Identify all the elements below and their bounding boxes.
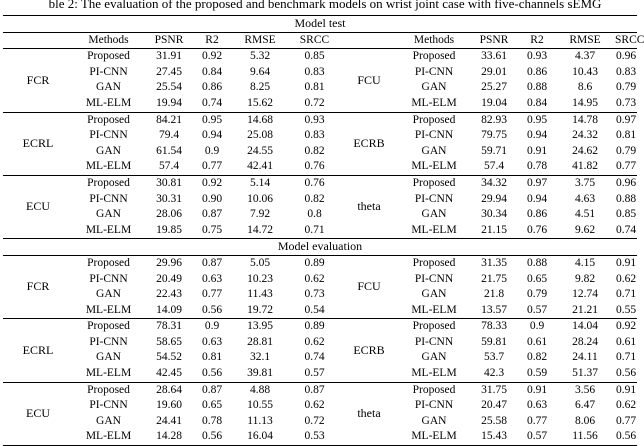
table-cell: 0.72 (290, 96, 339, 112)
table-cell: 0.73 (615, 96, 637, 112)
table-cell: 0.89 (304, 320, 325, 333)
group-label-right: theta (339, 382, 399, 445)
section-title: Model test (3, 16, 637, 33)
table-cell: 54.52 (156, 351, 182, 364)
table-cell: 0.95 (526, 113, 548, 126)
table-row (3, 49, 637, 65)
table-row (3, 429, 637, 445)
table-cell: 24.11 (572, 351, 598, 364)
table-row (3, 335, 637, 351)
column-header: R2 (519, 32, 555, 49)
table-cell: 0.76 (290, 159, 339, 175)
table-row (3, 112, 637, 128)
table-caption (0, 0, 640, 14)
table-cell: 33.61 (481, 50, 507, 63)
table-cell: 19.85 (144, 223, 194, 239)
table-cell: 0.78 (519, 159, 555, 175)
table-cell: GAN (421, 208, 447, 221)
table-cell: 0.93 (304, 113, 325, 126)
column-header: R2 (194, 32, 230, 49)
table-cell: 28.81 (247, 335, 273, 348)
table-cell: ML-ELM (73, 159, 144, 175)
table-cell: 0.9 (204, 144, 220, 157)
results-table (3, 15, 644, 446)
table-row (3, 350, 637, 366)
table-cell: 0.62 (304, 399, 325, 412)
table-cell: 0.77 (526, 414, 548, 427)
table-cell: 24.41 (156, 414, 182, 427)
table-cell: 24.55 (247, 144, 273, 157)
table-cell: 0.74 (304, 351, 325, 364)
table-cell: 29.96 (156, 256, 182, 269)
table-cell: 0.78 (201, 414, 223, 427)
table-cell: 0.81 (304, 81, 325, 94)
table-cell: 0.65 (526, 272, 548, 285)
table-cell: 14.04 (572, 320, 598, 333)
table-row (3, 272, 637, 288)
table-cell: 0.71 (615, 351, 637, 364)
table-cell: 0.86 (526, 208, 548, 221)
table-cell: 20.47 (481, 399, 507, 412)
group-label-right: theta (339, 175, 399, 238)
table-cell: GAN (421, 81, 447, 94)
table-row (3, 366, 637, 382)
table-cell: 15.43 (469, 429, 519, 445)
table-cell: 0.82 (526, 351, 548, 364)
table-cell: 0.87 (201, 208, 223, 221)
table-cell: 0.8 (307, 208, 322, 221)
table-cell: 0.77 (194, 159, 230, 175)
table-cell: 0.88 (526, 256, 548, 269)
table-cell: 0.83 (304, 65, 325, 78)
table-cell: 25.58 (481, 414, 507, 427)
column-header: PSNR (144, 32, 194, 49)
column-header: RMSE (230, 32, 290, 49)
table-cell: 0.56 (615, 366, 637, 382)
table-cell: GAN (96, 288, 121, 301)
table-cell: 0.61 (615, 335, 637, 348)
table-cell: 5.14 (249, 176, 271, 189)
table-row (3, 414, 637, 430)
table-cell: 25.54 (156, 81, 182, 94)
table-cell: 0.91 (526, 144, 548, 157)
table-cell: 0.62 (615, 399, 637, 412)
table-cell: 5.05 (249, 256, 271, 269)
table-cell: 0.55 (615, 303, 637, 319)
table-cell: 0.73 (304, 288, 325, 301)
table-cell: ML-ELM (73, 303, 144, 319)
table-cell: 0.91 (526, 383, 548, 396)
table-cell: 0.92 (201, 176, 223, 189)
table-cell: 14.78 (572, 113, 598, 126)
table-cell: 0.56 (194, 303, 230, 319)
table-cell: 19.72 (230, 303, 290, 319)
group-label-left: ECU (3, 382, 73, 445)
table-cell: 0.77 (615, 414, 637, 427)
table-cell: PI-CNN (414, 335, 454, 348)
header-row (3, 32, 637, 49)
table-cell: Proposed (412, 383, 456, 396)
table-cell: 0.62 (304, 335, 325, 348)
table-cell: PI-CNN (89, 192, 128, 205)
table-cell: ML-ELM (399, 303, 469, 319)
table-row (3, 287, 637, 303)
table-cell: 0.57 (290, 366, 339, 382)
table-cell: 10.55 (247, 399, 273, 412)
table-row (3, 319, 637, 335)
table-cell: 53.7 (483, 351, 505, 364)
table-cell: 51.37 (555, 366, 615, 382)
table-cell: ML-ELM (399, 366, 469, 382)
table-cell: 0.97 (615, 113, 637, 126)
table-cell: ML-ELM (73, 223, 144, 239)
table-cell: GAN (96, 351, 121, 364)
table-cell: 8.6 (577, 81, 593, 94)
table-cell: 42.3 (469, 366, 519, 382)
table-row (3, 398, 637, 414)
table-cell: 42.41 (230, 159, 290, 175)
section-title-row (3, 16, 637, 33)
table-cell: PI-CNN (414, 399, 454, 412)
table-cell: 14.28 (144, 429, 194, 445)
table-cell: 0.56 (194, 366, 230, 382)
table-row (3, 175, 637, 191)
table-row (3, 144, 637, 160)
table-cell: 15.62 (230, 96, 290, 112)
table-cell: 0.71 (290, 223, 339, 239)
table-cell: ML-ELM (73, 96, 144, 112)
table-cell: 59.81 (481, 335, 507, 348)
table-cell: 4.37 (574, 50, 596, 63)
table-cell: 0.92 (615, 320, 637, 333)
group-label-left: FCR (3, 49, 73, 112)
column-header: Methods (73, 32, 144, 49)
table-cell: 25.27 (481, 81, 507, 94)
table-cell: 6.47 (574, 399, 596, 412)
table-cell: 3.56 (574, 383, 596, 396)
table-cell: 0.63 (201, 335, 223, 348)
table-cell: 82.93 (481, 113, 507, 126)
group-label-right: ECRB (339, 319, 399, 382)
table-cell: 0.77 (615, 159, 637, 175)
table-row (3, 128, 637, 144)
table-cell: 0.88 (615, 192, 637, 205)
table-row (3, 159, 637, 175)
table-cell: 10.06 (247, 192, 273, 205)
table-cell: 21.15 (469, 223, 519, 239)
table-cell: 0.56 (615, 429, 637, 445)
table-cell: 79.75 (481, 129, 507, 142)
table-cell: 28.64 (156, 383, 182, 396)
table-cell: 0.86 (526, 65, 548, 78)
table-cell: PI-CNN (89, 65, 128, 78)
table-cell: 0.91 (615, 256, 637, 269)
table-cell: 14.95 (555, 96, 615, 112)
table-cell: ML-ELM (399, 96, 469, 112)
group-label-right: ECRB (339, 112, 399, 175)
table-cell: 0.53 (290, 429, 339, 445)
table-cell: Proposed (87, 256, 130, 269)
table-cell: 0.92 (201, 50, 223, 63)
group-label-left: ECU (3, 175, 73, 238)
table-cell: 5.32 (249, 50, 271, 63)
table-cell: ML-ELM (399, 159, 469, 175)
table-cell: 0.91 (615, 383, 637, 396)
table-cell: 11.43 (247, 288, 273, 301)
table-cell: PI-CNN (89, 335, 128, 348)
section-title-row (3, 239, 637, 256)
table-cell: 84.21 (156, 113, 182, 126)
table-cell: 0.76 (519, 223, 555, 239)
table-cell: 0.86 (201, 81, 223, 94)
table-cell: 0.74 (615, 223, 637, 239)
table-cell: 0.85 (304, 50, 325, 63)
table-row (3, 192, 637, 208)
table-cell: Proposed (412, 256, 456, 269)
table-cell: 28.24 (572, 335, 598, 348)
table-cell: 24.32 (572, 129, 598, 142)
group-label-left: ECRL (3, 112, 73, 175)
table-cell: ML-ELM (399, 223, 469, 239)
table-cell: 61.54 (156, 144, 182, 157)
table-cell: 19.94 (144, 96, 194, 112)
table-cell: 0.9 (204, 320, 220, 333)
table-cell: GAN (421, 144, 447, 157)
table-cell: Proposed (412, 50, 456, 63)
table-cell: 79.4 (158, 129, 180, 142)
table-cell: 16.04 (230, 429, 290, 445)
table-cell: 9.62 (555, 223, 615, 239)
table-cell: 0.81 (615, 129, 637, 142)
table-cell: 24.62 (572, 144, 598, 157)
table-cell: 0.97 (526, 176, 548, 189)
table-cell: 14.72 (230, 223, 290, 239)
table-cell: 0.77 (201, 288, 223, 301)
table-cell: 14.09 (144, 303, 194, 319)
table-cell: 42.45 (144, 366, 194, 382)
table-cell: 57.4 (469, 159, 519, 175)
table-cell: 0.79 (615, 144, 637, 157)
table-cell: PI-CNN (414, 65, 454, 78)
table-cell: 30.31 (156, 192, 182, 205)
table-cell: 29.01 (481, 65, 507, 78)
table-cell: 14.68 (247, 113, 273, 126)
table-cell: 0.61 (526, 335, 548, 348)
table-cell: PI-CNN (414, 192, 454, 205)
table-cell: ML-ELM (73, 366, 144, 382)
table-cell: 58.65 (156, 335, 182, 348)
table-cell: 59.71 (481, 144, 507, 157)
table-cell: GAN (96, 81, 121, 94)
table-cell: ML-ELM (73, 429, 144, 445)
table-row (3, 207, 637, 223)
table-cell: 27.45 (156, 65, 182, 78)
table-cell: 0.74 (194, 96, 230, 112)
table-row (3, 96, 637, 112)
table-cell: GAN (96, 414, 121, 427)
table-cell: ML-ELM (399, 429, 469, 445)
table-cell: PI-CNN (89, 129, 128, 142)
table-cell: 8.06 (574, 414, 596, 427)
table-cell: 31.91 (156, 50, 182, 63)
column-header: RMSE (555, 32, 615, 49)
column-header: PSNR (469, 32, 519, 49)
table-cell: 0.87 (304, 383, 325, 396)
table-row (3, 382, 637, 398)
table-cell: 0.63 (526, 399, 548, 412)
header-blank-right (339, 32, 399, 49)
table-cell: 0.54 (290, 303, 339, 319)
section-title: Model evaluation (3, 239, 637, 256)
table-cell: 21.75 (481, 272, 507, 285)
table-cell: 19.60 (156, 399, 182, 412)
table-cell: 0.56 (194, 429, 230, 445)
table-cell: Proposed (87, 113, 130, 126)
table-cell: 21.8 (483, 288, 505, 301)
table-cell: 78.31 (156, 320, 182, 333)
table-cell: 30.81 (156, 176, 182, 189)
group-label-left: FCR (3, 255, 73, 318)
table-cell: 11.56 (555, 429, 615, 445)
group-label-left: ECRL (3, 319, 73, 382)
table-cell: GAN (96, 144, 121, 157)
table-cell: 3.75 (574, 176, 596, 189)
table-cell: 0.82 (304, 192, 325, 205)
table-cell: Proposed (87, 50, 130, 63)
table-cell: 0.94 (526, 192, 548, 205)
table-cell: 4.51 (574, 208, 596, 221)
table-cell: 4.88 (249, 383, 271, 396)
table-cell: Proposed (87, 320, 130, 333)
table-cell: Proposed (412, 113, 456, 126)
table-cell: 10.23 (247, 272, 273, 285)
table-cell: 0.71 (615, 288, 637, 301)
table-row (3, 65, 637, 81)
table-cell: 0.76 (304, 176, 325, 189)
table-cell: 0.85 (615, 208, 637, 221)
table-cell: PI-CNN (414, 129, 454, 142)
table-cell: 0.9 (529, 320, 545, 333)
table-cell: 0.79 (526, 288, 548, 301)
table-cell: 0.89 (304, 256, 325, 269)
table-cell: PI-CNN (89, 399, 128, 412)
table-cell: 10.43 (572, 65, 598, 78)
table-cell: 0.65 (201, 399, 223, 412)
table-cell: 0.87 (201, 383, 223, 396)
table-cell: 9.64 (249, 65, 271, 78)
table-cell: 31.35 (481, 256, 507, 269)
table-cell: 0.90 (201, 192, 223, 205)
table-cell: 0.93 (526, 50, 548, 63)
table-cell: Proposed (87, 176, 130, 189)
table-cell: 0.59 (519, 366, 555, 382)
table-cell: 39.81 (230, 366, 290, 382)
group-label-right: FCU (339, 49, 399, 112)
table-cell: 7.92 (249, 208, 271, 221)
table-cell: 0.72 (304, 414, 325, 427)
table-cell: 13.57 (469, 303, 519, 319)
table-cell: 34.32 (481, 176, 507, 189)
table-cell: 0.62 (615, 272, 637, 285)
table-cell: 30.34 (481, 208, 507, 221)
table-cell: GAN (421, 414, 447, 427)
table-cell: Proposed (412, 320, 456, 333)
group-label-right: FCU (339, 255, 399, 318)
table-cell: PI-CNN (89, 272, 128, 285)
table-cell: 9.82 (574, 272, 596, 285)
table-cell: 0.83 (615, 65, 637, 78)
header-blank-left (3, 32, 73, 49)
caption-text: ble 2: The evaluation of the proposed and benchmark models on wrist joint case with five-channels sEMG (48, 0, 602, 11)
table-cell: 78.33 (481, 320, 507, 333)
table-cell: Proposed (412, 176, 456, 189)
table-cell: 12.74 (572, 288, 598, 301)
table-cell: 31.75 (481, 383, 507, 396)
table-cell: 19.04 (469, 96, 519, 112)
table-cell: 57.4 (144, 159, 194, 175)
table-cell: 25.08 (247, 129, 273, 142)
column-header: SRCC (615, 32, 637, 49)
table-cell: 0.84 (519, 96, 555, 112)
table-cell: 0.62 (304, 272, 325, 285)
table-cell: 22.43 (156, 288, 182, 301)
table-cell: 0.88 (526, 81, 548, 94)
table-row (3, 80, 637, 96)
table-cell: 0.87 (201, 256, 223, 269)
table-cell: 0.96 (615, 176, 637, 189)
table-cell: 0.96 (615, 50, 637, 63)
table-cell: GAN (421, 288, 447, 301)
table-cell: 0.81 (201, 351, 223, 364)
table-cell: 0.95 (201, 113, 223, 126)
table-cell: 0.79 (615, 81, 637, 94)
table-cell: 4.63 (574, 192, 596, 205)
table-cell: 0.83 (304, 129, 325, 142)
table-cell: 0.94 (526, 129, 548, 142)
table-row (3, 303, 637, 319)
table-row (3, 255, 637, 271)
table-cell: 28.06 (156, 208, 182, 221)
column-header: Methods (399, 32, 469, 49)
table-cell: GAN (96, 208, 121, 221)
table-cell: 41.82 (555, 159, 615, 175)
table-cell: 0.94 (201, 129, 223, 142)
table-cell: 0.57 (519, 429, 555, 445)
table-cell: GAN (421, 351, 447, 364)
table-row (3, 223, 637, 239)
table-cell: 11.13 (247, 414, 273, 427)
table-cell: 20.49 (156, 272, 182, 285)
table-cell: 29.94 (481, 192, 507, 205)
table-cell: 32.1 (249, 351, 271, 364)
table-cell: PI-CNN (414, 272, 454, 285)
table-cell: 0.63 (201, 272, 223, 285)
table-cell: 0.75 (194, 223, 230, 239)
table-cell: Proposed (87, 383, 130, 396)
table-cell: 0.84 (201, 65, 223, 78)
table-cell: 0.82 (304, 144, 325, 157)
column-header: SRCC (290, 32, 339, 49)
table-cell: 8.25 (249, 81, 271, 94)
table-cell: 0.57 (519, 303, 555, 319)
table-cell: 4.15 (574, 256, 596, 269)
table-cell: 13.95 (247, 320, 273, 333)
table-cell: 21.21 (555, 303, 615, 319)
